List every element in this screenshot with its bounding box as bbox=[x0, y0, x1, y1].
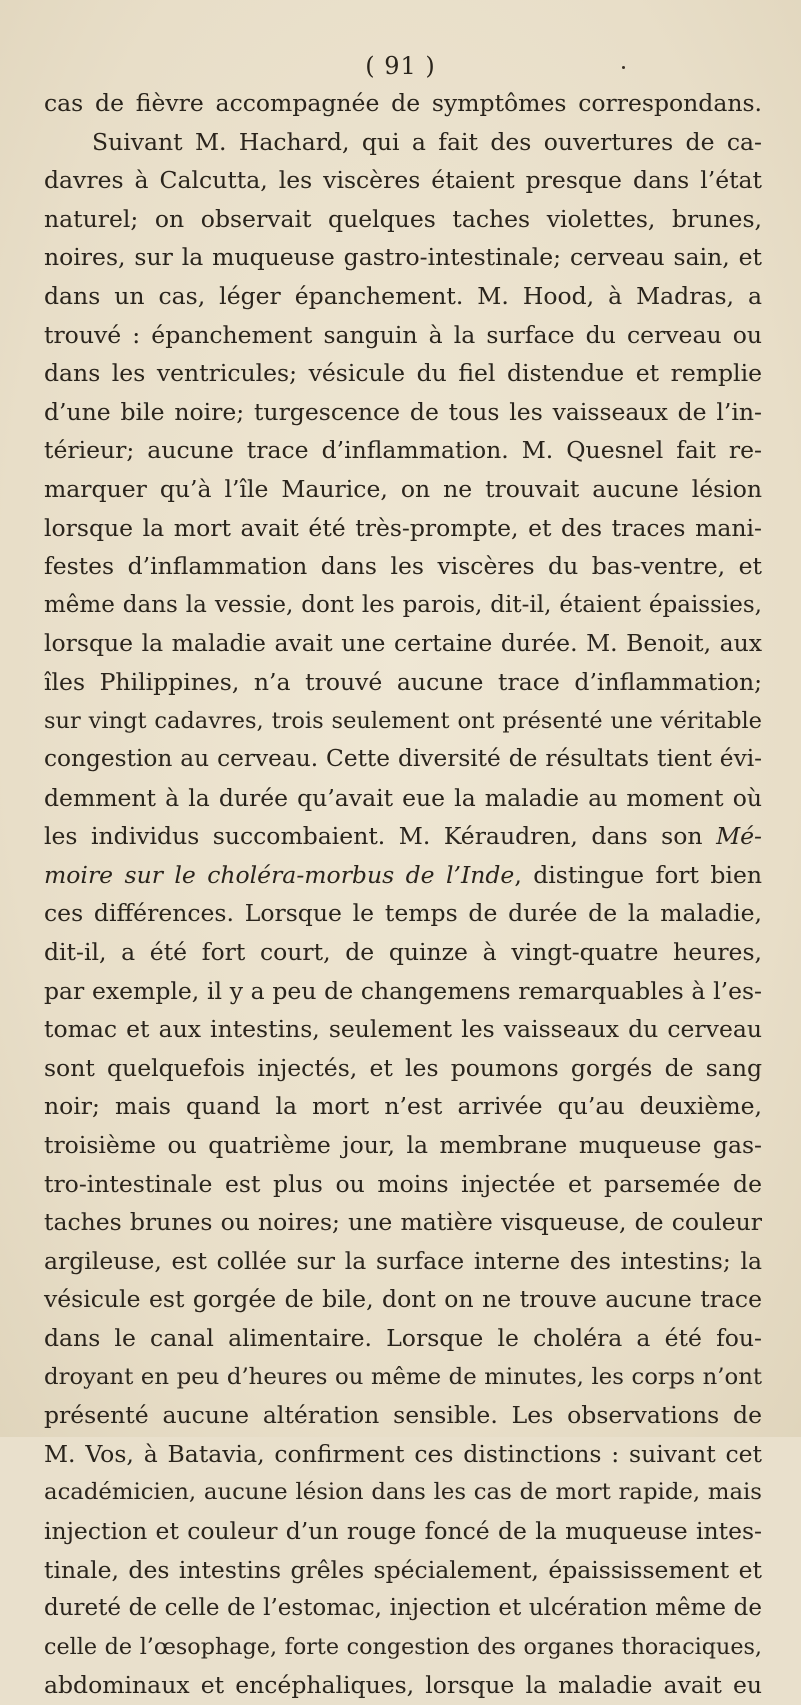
text-line: cas de fièvre accompagnée de symptômes correspondans. bbox=[44, 89, 762, 117]
text-line: îles Philippines, n’a trouvé aucune trace d’inflammation; bbox=[44, 667, 762, 696]
text-line: injection et couleur d’un rouge foncé de la muqueuse intes- bbox=[44, 1516, 762, 1545]
text-line: sur vingt cadavres, trois seulement ont présenté une véritable bbox=[44, 707, 762, 734]
body-text bbox=[44, 84, 762, 1705]
text-fragment: , distingue fort bien bbox=[514, 860, 762, 889]
text-line: sont quelquefois injectés, et les poumons gorgés de sang bbox=[44, 1053, 762, 1082]
text-line: présenté aucune altération sensible. Les observations de bbox=[44, 1401, 762, 1430]
text-fragment: les individus succombaient. M. Kéraudren, dans son bbox=[44, 822, 717, 851]
text-line: argileuse, est collée sur la surface interne des intestins; la bbox=[44, 1246, 762, 1275]
text-line: M. Vos, à Batavia, confirment ces distinctions : suivant cet bbox=[44, 1439, 762, 1468]
text-line: noir; mais quand la mort n’est arrivée qu’au deuxième, bbox=[44, 1092, 762, 1121]
text-line: marquer qu’à l’île Maurice, on ne trouvait aucune lésion bbox=[44, 474, 762, 503]
text-line: lorsque la maladie avait une certaine durée. M. Benoit, aux bbox=[44, 629, 762, 658]
text-line: académicien, aucune lésion dans les cas de mort rapide, mais bbox=[44, 1479, 762, 1506]
text-line: trouvé : épanchement sanguin à la surface du cerveau ou bbox=[44, 320, 762, 349]
italic-title: moire sur le choléra-morbus de l’Inde bbox=[44, 860, 515, 889]
italic-title-start: Mé- bbox=[716, 822, 762, 851]
ink-speck bbox=[622, 66, 625, 69]
text-line: congestion au cerveau. Cette diversité de résultats tient évi- bbox=[44, 745, 762, 773]
text-line: naturel; on observait quelques taches violettes, brunes, bbox=[44, 204, 762, 233]
text-line: dureté de celle de l’estomac, injection et ulcération même de bbox=[44, 1595, 762, 1622]
text-line: davres à Calcutta, les viscères étaient presque dans l’état bbox=[44, 166, 762, 195]
text-line: taches brunes ou noires; une matière visqueuse, de couleur bbox=[44, 1208, 762, 1237]
text-line: ces différences. Lorsque le temps de durée de la maladie, bbox=[44, 899, 762, 928]
text-line: lorsque la mort avait été très-prompte, et des traces mani- bbox=[44, 513, 762, 542]
text-line: d’une bile noire; turgescence de tous les vaisseaux de l’in- bbox=[44, 397, 762, 426]
text-line: dit-il, a été fort court, de quinze à vingt-quatre heures, bbox=[44, 938, 762, 967]
text-line: dans un cas, léger épanchement. M. Hood, à Madras, a bbox=[44, 281, 762, 310]
text-line: festes d’inflammation dans les viscères du bas-ventre, et bbox=[44, 552, 762, 581]
text-line: dans les ventricules; vésicule du fiel distendue et remplie bbox=[44, 359, 762, 388]
text-line: Suivant M. Hachard, qui a fait des ouvertures de ca- bbox=[92, 127, 762, 156]
page-number: ( 91 ) bbox=[365, 52, 436, 80]
text-line-with-title bbox=[44, 856, 762, 895]
text-line: droyant en peu d’heures ou même de minutes, les corps n’ont bbox=[44, 1363, 762, 1390]
text-line: tomac et aux intestins, seulement les vaisseaux du cerveau bbox=[44, 1015, 762, 1044]
text-line: noires, sur la muqueuse gastro-intestinale; cerveau sain, et bbox=[44, 243, 762, 272]
text-line: tro-intestinale est plus ou moins injectée et parsemée de bbox=[44, 1169, 762, 1198]
text-line: celle de l’œsophage, forte congestion des organes thoraciques, bbox=[44, 1633, 762, 1660]
text-line: même dans la vessie, dont les parois, dit-il, étaient épaissies, bbox=[44, 591, 762, 618]
text-line: par exemple, il y a peu de changemens remarquables à l’es- bbox=[44, 976, 762, 1005]
text-line: demment à la durée qu’avait eue la maladie au moment où bbox=[44, 783, 762, 812]
text-line: dans le canal alimentaire. Lorsque le choléra a été fou- bbox=[44, 1324, 762, 1352]
text-line: vésicule est gorgée de bile, dont on ne trouve aucune trace bbox=[44, 1285, 762, 1314]
text-line: abdominaux et encéphaliques, lorsque la maladie avait eu bbox=[44, 1671, 762, 1700]
text-line: tinale, des intestins grêles spécialement, épaississement et bbox=[44, 1555, 762, 1584]
text-line-with-title bbox=[44, 817, 762, 856]
text-line: térieur; aucune trace d’inflammation. M. Quesnel fait re- bbox=[44, 436, 762, 465]
text-line: troisième ou quatrième jour, la membrane muqueuse gas- bbox=[44, 1131, 762, 1160]
